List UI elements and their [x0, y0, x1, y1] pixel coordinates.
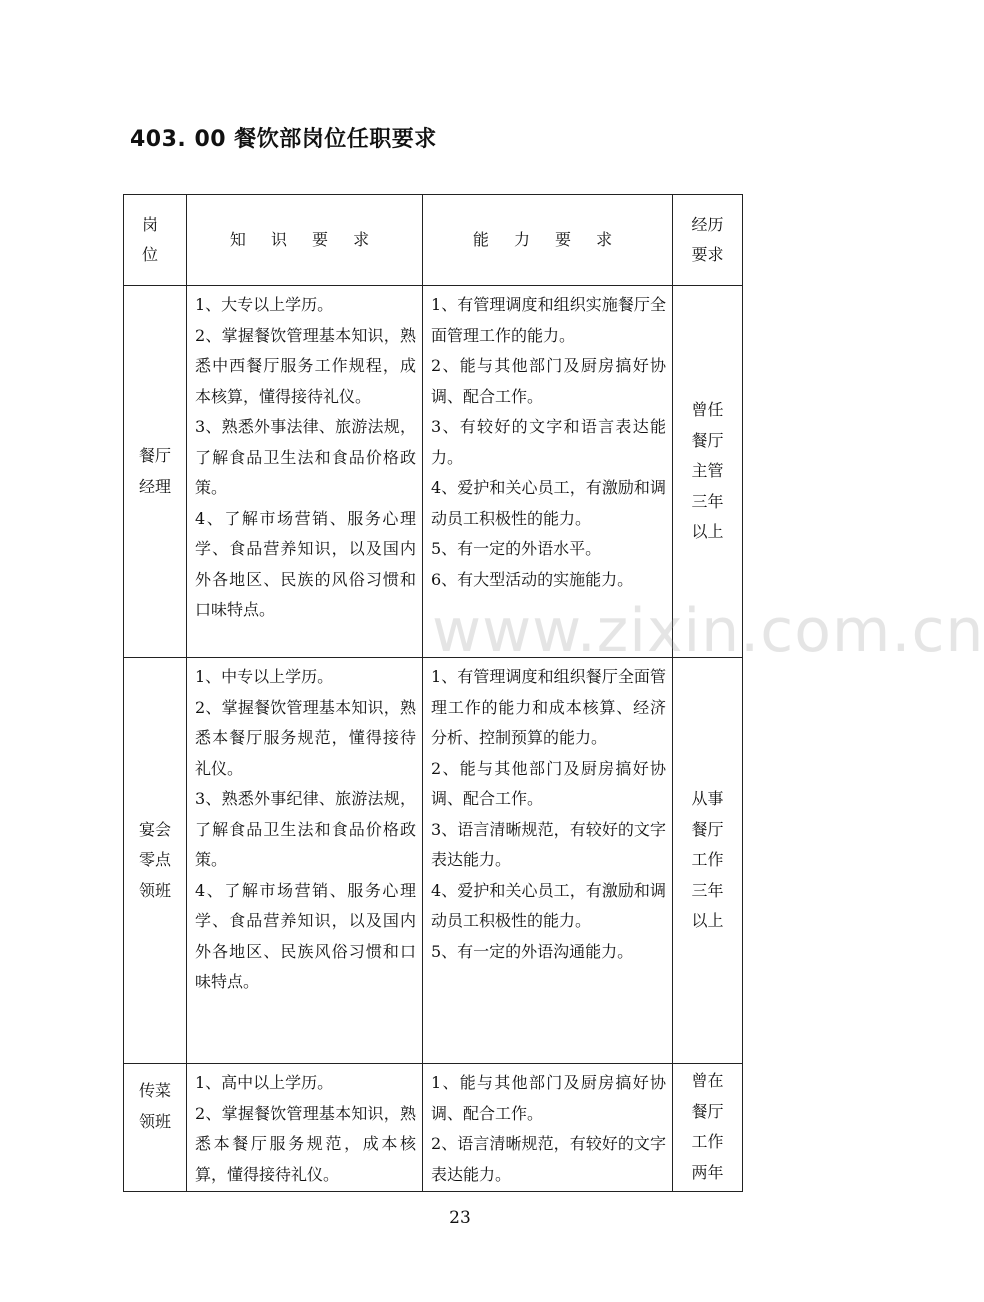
- knowledge-item: 2、掌握餐饮管理基本知识，熟悉本餐厅服务规范，懂得接待礼仪。: [195, 697, 416, 778]
- experience-line: 工作: [691, 850, 724, 870]
- knowledge-cell: [187, 1064, 423, 1192]
- knowledge-item: 4、了解市场营销、服务心理学、食品营养知识，以及国内外各地区、民族的风俗习惯和口味特点。: [195, 508, 416, 619]
- experience-cell: [673, 1064, 743, 1192]
- position-line: 零点: [138, 850, 171, 870]
- experience-line: 从事: [691, 789, 724, 809]
- experience-line: 餐厅: [691, 430, 724, 450]
- ability-item: 2、能与其他部门及厨房搞好协调、配合工作。: [431, 758, 666, 808]
- position-line: 宴会: [138, 819, 171, 839]
- job-requirements-table: [123, 194, 743, 1192]
- ability-item: 5、有一定的外语沟通能力。: [431, 941, 634, 961]
- ability-item: 1、能与其他部门及厨房搞好协调、配合工作。: [431, 1073, 666, 1123]
- header-ability: [423, 195, 673, 286]
- ability-item: 4、爱护和关心员工，有激励和调动员工积极性的能力。: [431, 880, 666, 930]
- knowledge-item: 1、高中以上学历。: [195, 1073, 334, 1092]
- header-experience-line: 要求: [691, 245, 724, 264]
- position-line: 领班: [138, 1111, 171, 1131]
- table-row: [124, 658, 743, 1064]
- experience-line: 主管: [691, 461, 724, 481]
- header-position: [124, 195, 187, 286]
- table-row: [124, 1064, 743, 1192]
- position-line: 餐厅: [138, 446, 171, 465]
- knowledge-item: 3、熟悉外事法律、旅游法规，了解食品卫生法和食品价格政策。: [195, 417, 416, 497]
- table-row: [124, 286, 743, 658]
- knowledge-item: 1、大专以上学历。: [195, 295, 334, 314]
- knowledge-item: 2、掌握餐饮管理基本知识，熟悉本餐厅服务规范，成本核算，懂得接待礼仪。: [195, 1103, 416, 1184]
- ability-cell: [423, 1064, 673, 1192]
- document-title: 403. 00 餐饮部岗位任职要求: [130, 127, 437, 152]
- header-knowledge-label: 知 识 要 求: [229, 229, 380, 249]
- experience-line: 曾在: [691, 1071, 724, 1090]
- experience-line: 工作: [691, 1132, 724, 1151]
- position-cell: [124, 1064, 187, 1192]
- ability-item: 3、语言清晰规范，有较好的文字表达能力。: [431, 819, 666, 869]
- ability-item: 4、爱护和关心员工，有激励和调动员工积极性的能力。: [431, 478, 666, 528]
- position-line: 经理: [138, 476, 171, 496]
- header-knowledge: [187, 195, 423, 286]
- position-cell: [124, 658, 187, 1064]
- experience-cell: [673, 658, 743, 1064]
- experience-line: 以上: [691, 911, 724, 931]
- knowledge-cell: [187, 286, 423, 658]
- watermark-text: www.zixin.com.cn: [432, 596, 984, 666]
- knowledge-item: 1、中专以上学历。: [195, 667, 334, 686]
- ability-item: 2、语言清晰规范，有较好的文字表达能力。: [431, 1134, 666, 1184]
- position-line: 领班: [138, 880, 171, 900]
- knowledge-item: 4、了解市场营销、服务心理学、食品营养知识，以及国内外各地区、民族风俗习惯和口味特点。: [195, 880, 416, 991]
- experience-line: 曾任: [691, 400, 724, 420]
- page-number: 23: [449, 1208, 471, 1228]
- header-experience: [673, 195, 743, 286]
- experience-line: 三年: [691, 491, 724, 511]
- ability-item: 1、有管理调度和组织实施餐厅全面管理工作的能力。: [431, 295, 666, 345]
- knowledge-item: 2、掌握餐饮管理基本知识，熟悉中西餐厅服务工作规程，成本核算，懂得接待礼仪。: [195, 325, 416, 406]
- position-cell: [124, 286, 187, 658]
- ability-cell: [423, 658, 673, 1064]
- header-experience-line: 经历: [691, 214, 724, 234]
- ability-cell: [423, 286, 673, 658]
- experience-cell: [673, 286, 743, 658]
- ability-item: 1、有管理调度和组织餐厅全面管理工作的能力和成本核算、经济分析、控制预算的能力。: [431, 667, 666, 747]
- knowledge-cell: [187, 658, 423, 1064]
- knowledge-item: 3、熟悉外事纪律、旅游法规，了解食品卫生法和食品价格政策。: [195, 789, 416, 869]
- experience-line: 餐厅: [691, 1101, 724, 1121]
- ability-item: 3、有较好的文字和语言表达能力。: [431, 417, 666, 467]
- ability-item: 6、有大型活动的实施能力。: [431, 569, 634, 589]
- experience-line: 三年: [691, 880, 724, 900]
- ability-item: 2、能与其他部门及厨房搞好协调、配合工作。: [431, 356, 666, 406]
- experience-line: 两年: [691, 1162, 724, 1182]
- table-header-row: [124, 195, 743, 286]
- experience-line: 以上: [691, 522, 724, 542]
- position-line: 传菜: [138, 1081, 171, 1100]
- ability-item: 5、有一定的外语水平。: [431, 539, 602, 558]
- header-position-label: 岗 位: [141, 214, 168, 264]
- experience-line: 餐厅: [691, 819, 724, 839]
- header-ability-label: 能 力 要 求: [472, 229, 623, 249]
